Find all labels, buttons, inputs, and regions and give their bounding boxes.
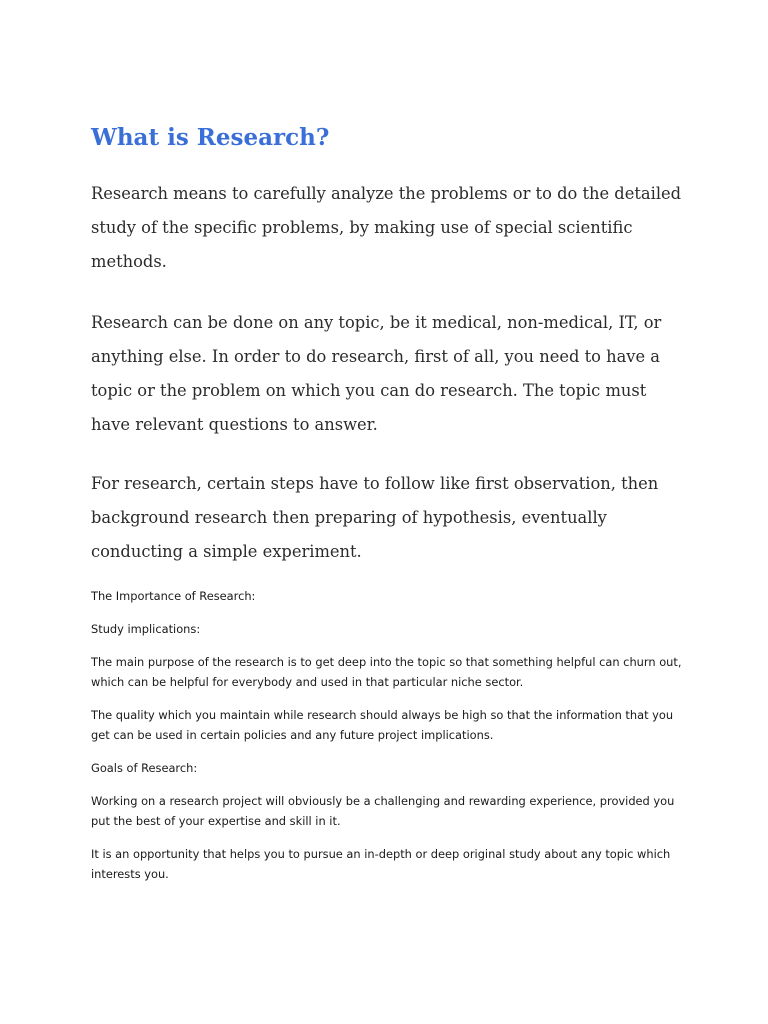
study-paragraph <box>91 705 673 745</box>
paragraph-line: It is an opportunity that helps you to pursue an in-depth or deep original study about any topic which <box>91 847 671 861</box>
page-title: What is Research? <box>91 124 330 151</box>
paragraph-line: interests you. <box>91 867 169 881</box>
goals-heading: Goals of Research: <box>91 761 198 775</box>
paragraph-line: Working on a research project will obviously be a challenging and rewarding experience, provided you <box>91 794 675 808</box>
paragraph-line: background research then preparing of hypothesis, eventually <box>91 508 607 527</box>
paragraph-line: methods. <box>91 252 167 271</box>
paragraph-line: Research means to carefully analyze the problems or to do the detailed <box>91 184 682 203</box>
paragraph-line: put the best of your expertise and skill in it. <box>91 814 341 828</box>
study-paragraph <box>91 652 681 692</box>
paragraph-line: have relevant questions to answer. <box>91 415 378 434</box>
paragraph-line: For research, certain steps have to follow like first observation, then <box>91 474 659 493</box>
intro-paragraph <box>91 306 691 442</box>
intro-paragraph <box>91 467 691 569</box>
goals-paragraph <box>91 791 674 831</box>
study-implications-heading: Study implications: <box>91 622 201 636</box>
importance-heading: The Importance of Research: <box>91 589 256 603</box>
paragraph-line: study of the specific problems, by making use of special scientific <box>91 218 633 237</box>
paragraph-line: which can be helpful for everybody and used in that particular niche sector. <box>91 675 524 689</box>
paragraph-line: The main purpose of the research is to get deep into the topic so that something helpful can churn out, <box>91 655 682 669</box>
paragraph-line: The quality which you maintain while research should always be high so that the information that you <box>91 708 674 722</box>
paragraph-line: get can be used in certain policies and any future project implications. <box>91 728 494 742</box>
paragraph-line: Research can be done on any topic, be it medical, non-medical, IT, or <box>91 313 662 332</box>
paragraph-line: anything else. In order to do research, first of all, you need to have a <box>91 347 660 366</box>
intro-paragraph <box>91 177 691 279</box>
paragraph-line: topic or the problem on which you can do research. The topic must <box>91 381 647 400</box>
paragraph-line: conducting a simple experiment. <box>91 542 362 561</box>
goals-paragraph <box>91 844 670 884</box>
